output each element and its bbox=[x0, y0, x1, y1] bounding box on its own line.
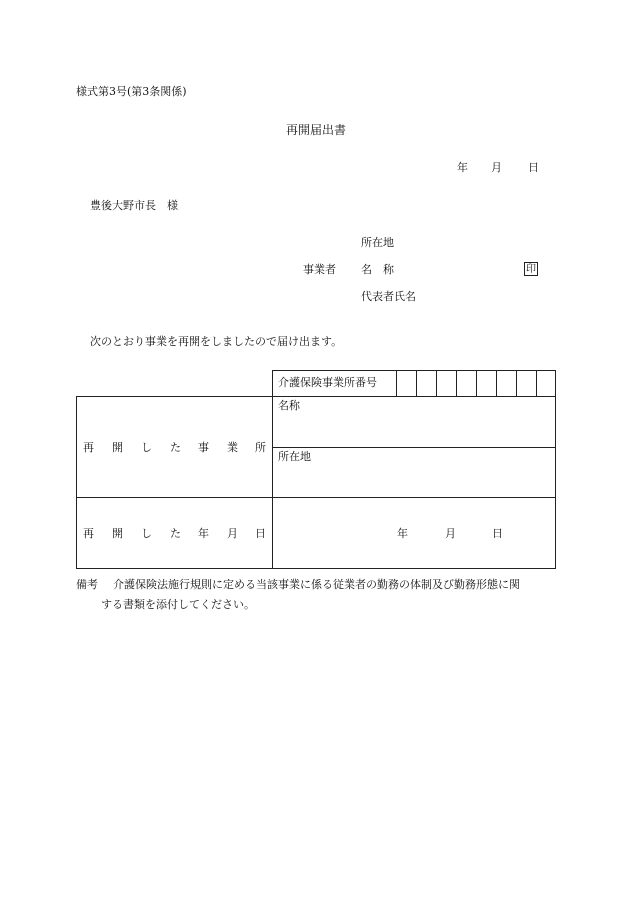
note-label: 備考 bbox=[76, 578, 98, 591]
form-number-label: 様式第3号(第3条関係) bbox=[76, 85, 187, 98]
reopened-office-label-char: 再 bbox=[83, 441, 94, 454]
reopened-office-label-char: し bbox=[141, 441, 152, 454]
table-column-divider bbox=[272, 396, 273, 569]
office-number-cell-divider bbox=[396, 370, 397, 397]
office-number-cell-divider bbox=[476, 370, 477, 397]
office-number-cell-divider bbox=[496, 370, 497, 397]
main-table bbox=[76, 396, 556, 569]
office-number-cell-divider bbox=[456, 370, 457, 397]
office-number-cell-divider bbox=[436, 370, 437, 397]
reopened-date-label-char: 月 bbox=[227, 527, 238, 540]
document-title: 再開届出書 bbox=[286, 123, 347, 137]
date-day-label: 日 bbox=[528, 161, 539, 174]
addressee: 豊後大野市長 様 bbox=[90, 199, 178, 212]
date-month-label: 月 bbox=[491, 161, 502, 174]
applicant-address-label: 所在地 bbox=[361, 236, 394, 249]
date-year-label: 年 bbox=[457, 161, 468, 174]
table-row-divider bbox=[76, 497, 556, 498]
office-name-label: 名称 bbox=[278, 399, 300, 412]
applicant-group-label: 事業者 bbox=[303, 263, 336, 276]
office-number-cell-divider bbox=[416, 370, 417, 397]
seal-mark: 印 bbox=[526, 264, 536, 275]
reopened-date-label-char: 開 bbox=[112, 527, 123, 540]
reopen-day-label: 日 bbox=[492, 527, 503, 540]
office-subrow-divider bbox=[272, 447, 556, 448]
note-line-1: 介護保険法施行規則に定める当該事業に係る従業者の勤務の体制及び勤務形態に関 bbox=[113, 578, 520, 591]
reopened-office-label-char: 所 bbox=[255, 441, 266, 454]
office-number-cell-divider bbox=[516, 370, 517, 397]
reopened-date-label-char: 再 bbox=[83, 527, 94, 540]
applicant-name-label: 名 称 bbox=[361, 263, 394, 276]
reopened-office-label-char: 業 bbox=[227, 441, 238, 454]
office-address-label: 所在地 bbox=[278, 450, 311, 463]
intro-text: 次のとおり事業を再開をしましたので届け出ます。 bbox=[90, 335, 343, 348]
note-line-2: する書類を添付してください。 bbox=[101, 598, 255, 611]
reopened-office-label-char: 事 bbox=[198, 441, 209, 454]
reopened-office-label-char: 開 bbox=[112, 441, 123, 454]
reopen-month-label: 月 bbox=[445, 527, 456, 540]
applicant-representative-label: 代表者氏名 bbox=[361, 290, 416, 303]
office-number-label: 介護保険事業所番号 bbox=[278, 376, 377, 389]
office-number-cell-divider bbox=[536, 370, 537, 397]
reopened-date-label-char: 年 bbox=[198, 527, 209, 540]
reopened-office-label-char: た bbox=[170, 441, 181, 454]
reopen-year-label: 年 bbox=[397, 527, 408, 540]
reopened-date-label-char: た bbox=[170, 527, 181, 540]
reopened-date-label-char: し bbox=[141, 527, 152, 540]
reopened-date-label-char: 日 bbox=[255, 527, 266, 540]
